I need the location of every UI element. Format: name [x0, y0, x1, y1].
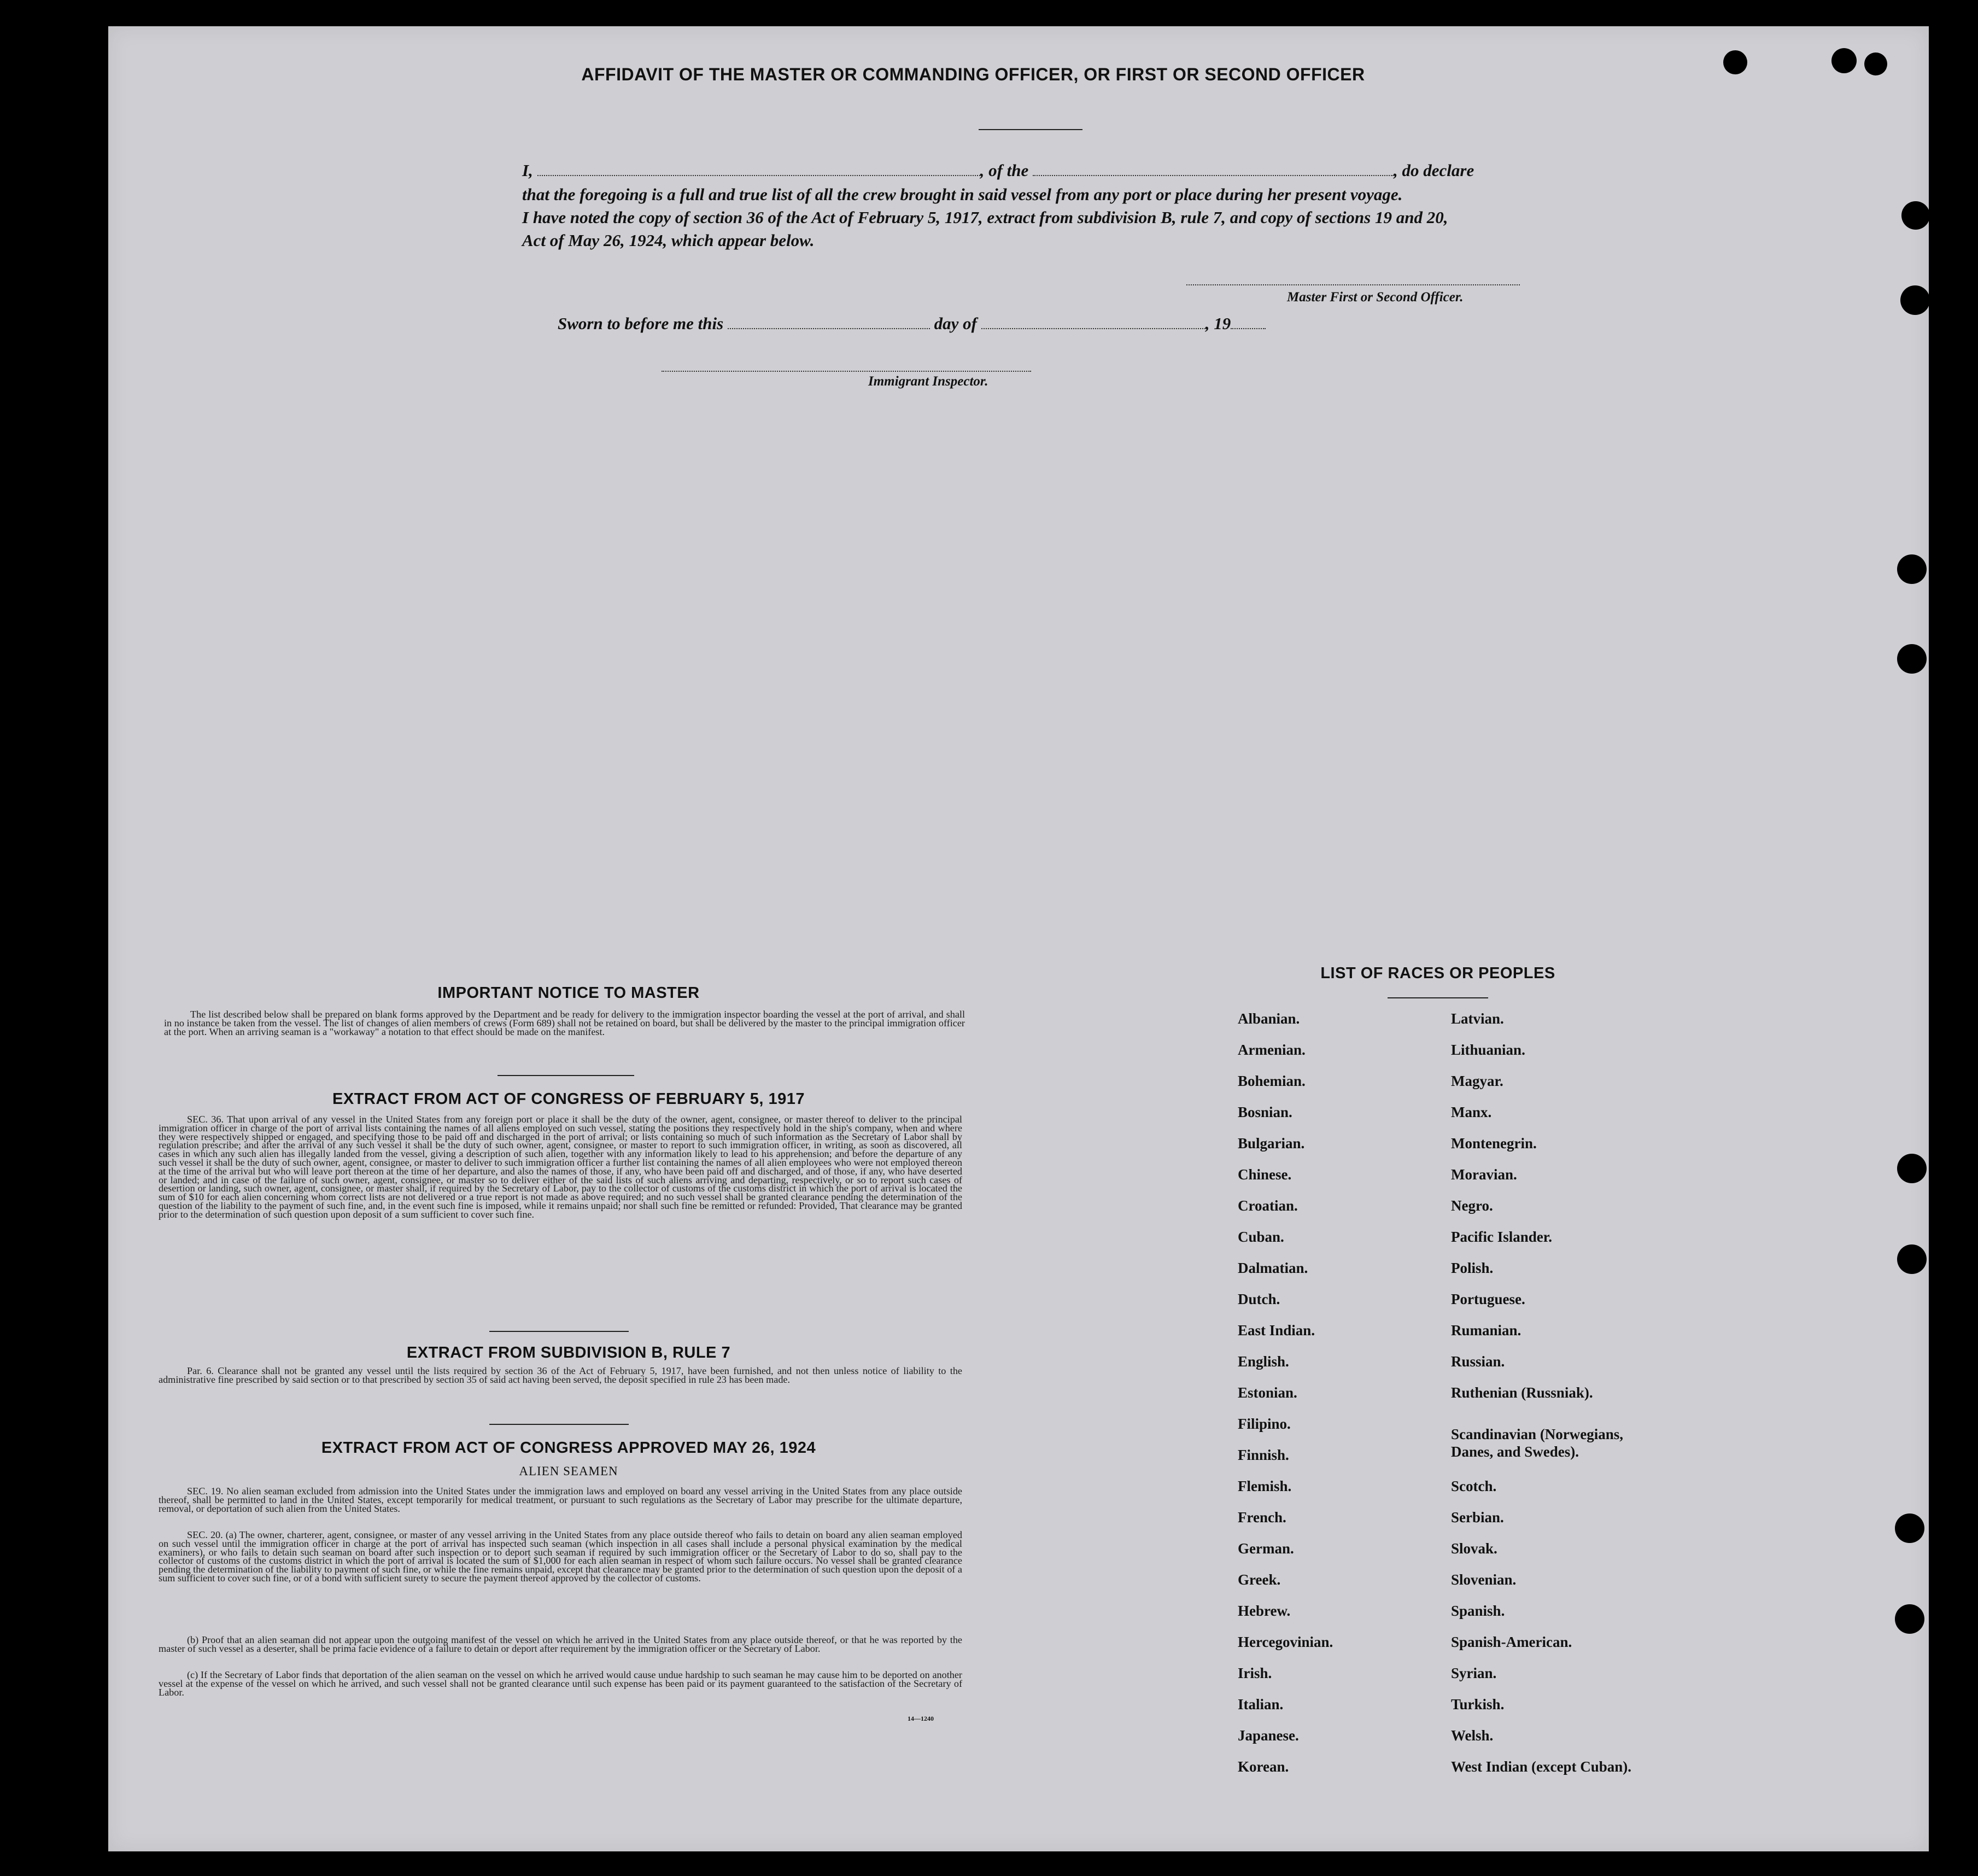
race-item: Serbian. [1451, 1509, 1504, 1526]
race-item: Magyar. [1451, 1073, 1503, 1089]
punch-hole-7 [1897, 644, 1927, 674]
name-field[interactable] [537, 162, 980, 176]
race-item: Turkish. [1451, 1696, 1505, 1713]
race-item: Filipino. [1238, 1416, 1291, 1432]
races-title: LIST OF RACES OR PEOPLES [1320, 965, 1555, 982]
race-item: Russian. [1451, 1353, 1505, 1370]
race-item: Negro. [1451, 1197, 1493, 1214]
sworn-line [558, 314, 1585, 334]
punch-hole-1 [1723, 50, 1747, 74]
race-item: Rumanian. [1451, 1322, 1521, 1339]
race-item: East Indian. [1238, 1322, 1315, 1339]
affidavit-title: AFFIDAVIT OF THE MASTER OR COMMANDING OFFICER, OR FIRST OR SECOND OFFICER [581, 65, 1365, 84]
race-item: Chinese. [1238, 1166, 1292, 1183]
extract-1924-sec20a: SEC. 20. (a) The owner, charterer, agent, consignee, or master of any vessel arriving in the United States from any place outside thereof who fails to detain on board any alien seaman employed on such vessel until the immigration officer in charge at the port of arrival has inspected such seaman (which inspection in all cases shall include a personal physical examination by the medical examiners), or who fails to detain such seaman on board after such inspection or to deport such seaman if required by such immigration officer or the Secretary of Labor to do so, shall pay to the collector of customs of the customs district in which the port of arrival is located the sum of $1,000 for each alien seaman in respect of whom such failure occurs. No vessel shall be granted clearance pending the determination of the liability to payment of such fine, or while the fine remains unpaid, except that clearance may be granted prior to the determination of such question upon the deposit of a sum sufficient to cover such fine, or of a bond with sufficient surety to secure the payment thereof approved by the collector of customs. [159, 1529, 962, 1583]
race-item: Portuguese. [1451, 1291, 1525, 1307]
race-item: Scandinavian (Norwegians, [1451, 1426, 1624, 1442]
race-item: Welsh. [1451, 1727, 1494, 1744]
extract-1924-sec20b: (b) Proof that an alien seaman did not appear upon the outgoing manifest of the vessel on which he arrived in the United States from any place outside thereof, or that he was reported by the master of such vessel as a deserter, shall be prima facie evidence of a failure to detain or deport after requirement by the immigration officer or the Secretary of Labor. [159, 1634, 962, 1654]
notice-text: The list described below shall be prepared on blank forms approved by the Department and be ready for delivery to the immigration inspector boarding the vessel at the port of arrival, and shall in no instance be taken from the vessel. The list of changes of alien members of crews (Form 689) shall not be retained on board, but shall be delivered by the master to the principal immigration officer at the port. When an arriving seaman is a "workaway" a notation to that effect should be made on the manifest. [164, 1009, 965, 1037]
race-item: Moravian. [1451, 1166, 1517, 1183]
race-item: Albanian. [1238, 1010, 1300, 1027]
sworn-year: , 19 [1205, 314, 1231, 333]
race-item: English. [1238, 1353, 1289, 1370]
sworn-month-field[interactable] [981, 315, 1205, 329]
affidavit-of-the: , of the [980, 161, 1029, 180]
race-item: Croatian. [1238, 1197, 1298, 1214]
race-item: Scotch. [1451, 1478, 1497, 1494]
notice-title: IMPORTANT NOTICE TO MASTER [437, 984, 700, 1002]
race-item: Pacific Islander. [1451, 1229, 1552, 1245]
punch-hole-8 [1897, 1154, 1927, 1183]
form-number: 14—1240 [908, 1715, 934, 1722]
inspector-label: Immigrant Inspector. [868, 374, 988, 389]
race-item: Flemish. [1238, 1478, 1292, 1494]
notice-divider [498, 1075, 634, 1076]
race-item: Estonian. [1238, 1384, 1297, 1401]
race-item: Bohemian. [1238, 1073, 1306, 1089]
race-item: Latvian. [1451, 1010, 1504, 1027]
affidavit-line-4: Act of May 26, 1924, which appear below. [522, 231, 815, 250]
race-item: Danes, and Swedes). [1451, 1443, 1579, 1460]
race-item: Armenian. [1238, 1042, 1306, 1058]
punch-hole-10 [1895, 1513, 1924, 1543]
punch-hole-6 [1897, 554, 1927, 584]
affidavit-line-3: I have noted the copy of section 36 of the Act of February 5, 1917, extract from subdivision B, rule 7, and copy of sections 19 and 20, [522, 208, 1448, 227]
rule7-title: EXTRACT FROM SUBDIVISION B, RULE 7 [406, 1344, 731, 1361]
sworn-day-field[interactable] [728, 315, 930, 329]
race-item: Bosnian. [1238, 1104, 1292, 1120]
race-item: West Indian (except Cuban). [1451, 1758, 1632, 1775]
race-item: Spanish-American. [1451, 1634, 1572, 1650]
race-item: Hebrew. [1238, 1603, 1291, 1619]
punch-hole-3 [1864, 52, 1887, 75]
race-item: Ruthenian (Russniak). [1451, 1384, 1593, 1401]
race-item: Lithuanian. [1451, 1042, 1525, 1058]
affidavit-declare: , do declare [1394, 161, 1474, 180]
race-item: Spanish. [1451, 1603, 1505, 1619]
affidavit-i: I, [522, 161, 533, 180]
race-item: Greek. [1238, 1571, 1281, 1588]
extract-1924-sec19: SEC. 19. No alien seaman excluded from admission into the United States under the immigration laws and employed on board any vessel arriving in the United States from any place outside thereof, shall be permitted to land in the United States, except temporarily for medical treatment, or pursuant to such regulations as the Secretary of Labor may prescribe for the ultimate departure, removal, or deportation of such alien from the United States. [159, 1486, 962, 1514]
race-item: Cuban. [1238, 1229, 1284, 1245]
extract-1917-text: SEC. 36. That upon arrival of any vessel in the United States from any foreign port or place it shall be the duty of the owner, agent, consignee, or master thereof to deliver to the principal immigration officer in charge of the port of arrival lists containing the names of all aliens employed on such vessel, stating the positions they respectively hold in the ship's company, when and where they were respectively shipped or engaged, and specifying those to be paid off and discharged in the port of arrival; or lists containing so much of such information as the Secretary of Labor shall by regulation prescribe; and after the arrival of any such vessel it shall be the duty of such owner, agent, consignee, or master to report to such immigration officer, in writing, as soon as discovered, all cases in which any such alien has illegally landed from the vessel, giving a description of such alien, together with any information likely to lead to his apprehension; and before the departure of any such vessel it shall be the duty of such owner, agent, consignee, or master to deliver to such immigration officer a further list containing the names of all alien employees who were not employed thereon at the time of the arrival but who will leave port thereon at the time of her departure, and also the names of those, if any, who have been paid off and discharged, and of those, if any, who have deserted or landed; and in case of the failure of such owner, agent, consignee, or master so to deliver either of the said lists of such aliens arriving and departing, respectively, or so to report such cases of desertion or landing, such owner, agent, consignee, or master shall, if required by the Secretary of Labor, pay to the collector of customs of the customs district in which the port of arrival is located the sum of $10 for each alien concerning whom correct lists are not delivered or a true report is not made as above required; and no such vessel shall be granted clearance pending the determination of the question of the liability to the payment of such fine, and, in the event such fine is imposed, while it remains unpaid; nor shall such fine be remitted or refunded: Provided, That clearance may be granted prior to the determination of such question upon deposit of a sum sufficient to cover such fine. [159, 1114, 962, 1220]
race-item: Slovak. [1451, 1540, 1497, 1557]
extract-1924-title: EXTRACT FROM ACT OF CONGRESS APPROVED MAY 26, 1924 [321, 1439, 816, 1457]
race-item: Manx. [1451, 1104, 1492, 1120]
race-item: German. [1238, 1540, 1294, 1557]
sworn-day-of: day of [934, 314, 977, 333]
race-item: Dalmatian. [1238, 1260, 1308, 1276]
vessel-field[interactable] [1033, 162, 1394, 176]
race-item: Irish. [1238, 1665, 1272, 1681]
punch-hole-4 [1901, 201, 1930, 230]
race-item: Montenegrin. [1451, 1135, 1537, 1152]
race-item: Dutch. [1238, 1291, 1280, 1307]
master-signature-label: Master First or Second Officer. [1287, 290, 1464, 305]
inspector-signature-line[interactable] [662, 371, 1031, 372]
master-signature-line[interactable] [1186, 284, 1520, 285]
races-divider [1388, 997, 1488, 998]
punch-hole-5 [1900, 285, 1930, 315]
title-underline [979, 129, 1082, 130]
race-item: French. [1238, 1509, 1286, 1526]
race-item: Polish. [1451, 1260, 1494, 1276]
race-item: Korean. [1238, 1758, 1289, 1775]
sworn-prefix: Sworn to before me this [558, 314, 724, 333]
extract-1924-sec20c: (c) If the Secretary of Labor finds that deportation of the alien seaman on the vessel on which he arrived would cause undue hardship to such seaman he may cause him to be deported on another vessel at the expense of the vessel on which he arrived, and such vessel shall not be granted clearance until such expense has been paid or its payment guaranteed to the satisfaction of the Secretary of Labor. [159, 1669, 962, 1698]
extract-1917-divider [489, 1331, 629, 1332]
extract-1924-subtitle: ALIEN SEAMEN [519, 1464, 618, 1478]
affidavit-line-2: that the foregoing is a full and true list of all the crew brought in said vessel from any port or place during her present voyage. [522, 185, 1403, 204]
rule7-divider [489, 1424, 629, 1425]
rule7-text: Par. 6. Clearance shall not be granted any vessel until the lists required by section 36 of the Act of February 5, 1917, have been furnished, and not then unless notice of liability to the administrative fine prescribed by said section or to that prescribed by section 35 of said act having been served, the deposit specified in rule 23 has been made. [159, 1365, 962, 1385]
race-item: Bulgarian. [1238, 1135, 1305, 1152]
affidavit-line-1 [522, 161, 1550, 180]
punch-hole-9 [1897, 1244, 1927, 1274]
punch-hole-2 [1831, 48, 1857, 73]
race-item: Hercegovinian. [1238, 1634, 1333, 1650]
extract-1917-title: EXTRACT FROM ACT OF CONGRESS OF FEBRUARY 5, 1917 [332, 1090, 805, 1108]
punch-hole-11 [1895, 1604, 1924, 1634]
sworn-year-field[interactable] [1231, 315, 1266, 329]
race-item: Japanese. [1238, 1727, 1299, 1744]
race-item: Syrian. [1451, 1665, 1497, 1681]
race-item: Finnish. [1238, 1447, 1289, 1463]
race-item: Slovenian. [1451, 1571, 1517, 1588]
race-item: Italian. [1238, 1696, 1284, 1713]
